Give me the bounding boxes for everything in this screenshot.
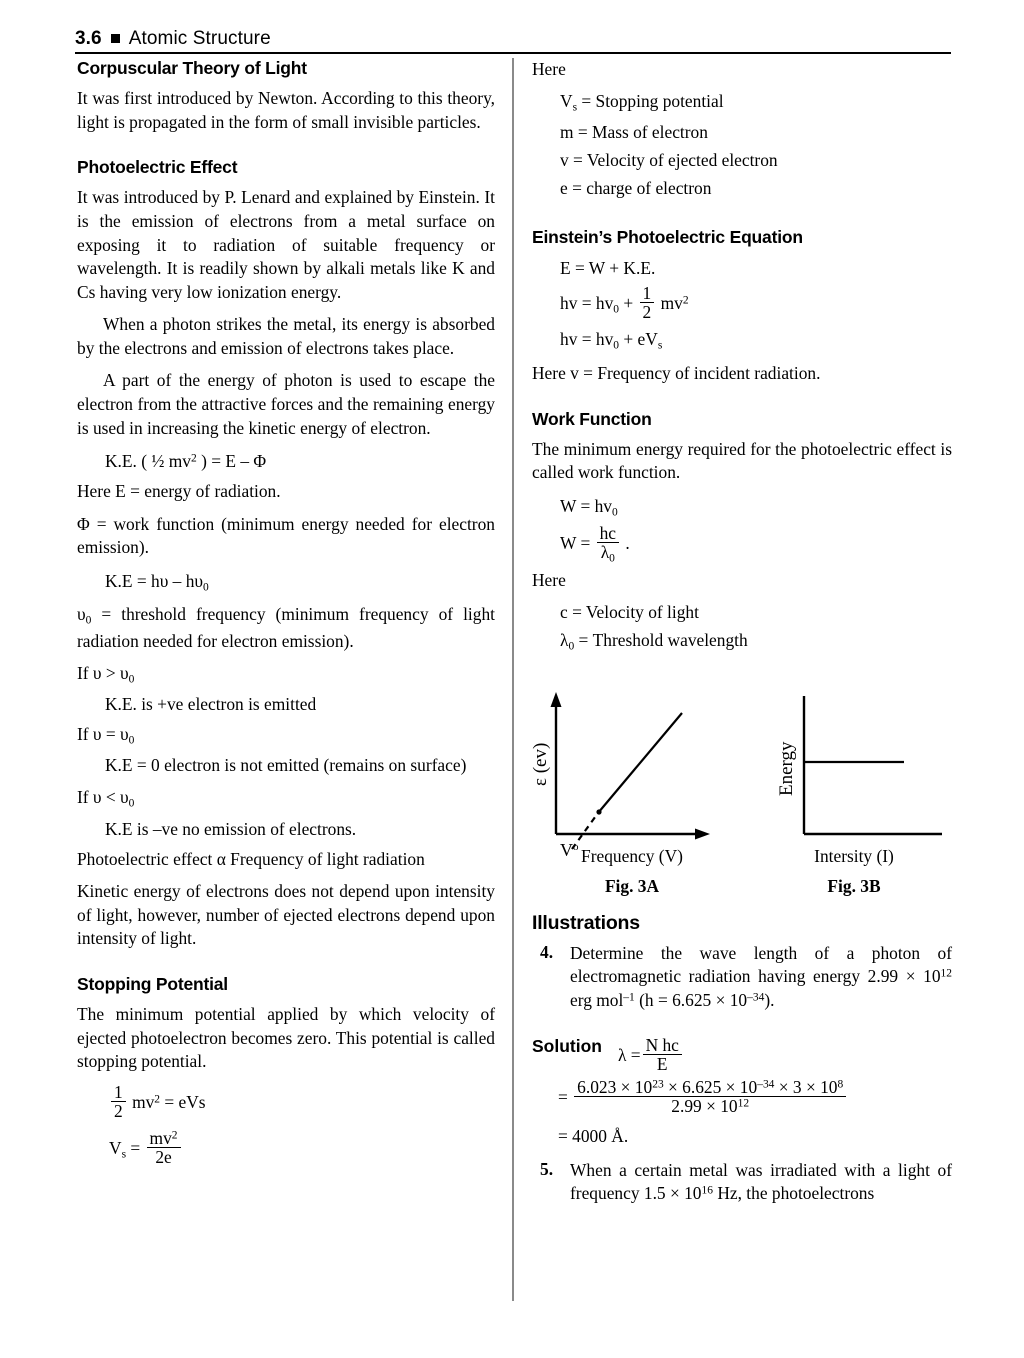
y-axis-arrowhead xyxy=(551,692,562,707)
definition-lambda0: $\lambda_0$ = Threshold wavelength xyxy=(560,629,748,653)
illustration-number: 5. xyxy=(540,1158,554,1179)
solution-formula: λ = $\frac{\text{N hc}}{E}$ xyxy=(618,1035,684,1073)
definition-e: e = charge of electron xyxy=(560,178,712,199)
paragraph-work-function-def: Φ = work function (minimum energy needed for electron emission). xyxy=(77,513,495,558)
fraction-one-half: $\frac{1}{2}$ xyxy=(111,1083,126,1120)
y-axis-label: Energy xyxy=(776,741,797,797)
paragraph-photoelectric-2: When a photon strikes the metal, its energy is absorbed by the electrons and emission of electrons takes place. xyxy=(77,314,495,358)
column-divider xyxy=(512,58,514,1301)
paragraph-here-energy: Here E = energy of radiation. xyxy=(77,481,281,502)
equation-hv-evs: hv = $hv_0 + eV_s$ xyxy=(560,329,663,353)
equation-w-hc-lambda: W = $\frac{hc}{\lambda_0}$ . xyxy=(560,523,630,566)
heading-photoelectric-effect: Photoelectric Effect xyxy=(77,157,238,178)
heading-work-function: Work Function xyxy=(532,408,652,429)
heading-stopping-potential: Stopping Potential xyxy=(77,973,228,994)
figure-3b-caption: Fig. 3B xyxy=(827,875,881,896)
heading-corpuscular-theory: Corpuscular Theory of Light xyxy=(77,58,307,78)
condition-greater: If $\upsilon > \upsilon_0$ xyxy=(77,663,135,686)
equation-hv-half-mv2: hv = $hv_0$ + $\frac{1}{2}$ $mv^2$ xyxy=(560,283,689,323)
calculation-numerator: $6.023 \times 10^{23} \times 6.625 \times 10^{-34} \times 3 \times 10^8$ xyxy=(577,1076,844,1097)
illustration-item-4 xyxy=(532,942,952,1013)
solution-label: Solution xyxy=(532,1036,602,1057)
solution-row xyxy=(532,1035,952,1073)
page-folio: 3.6 xyxy=(75,28,102,49)
label-here-2: Here xyxy=(532,570,566,591)
left-column xyxy=(77,58,495,1173)
definition-vs: $V_s$ = Stopping potential xyxy=(560,90,724,114)
paragraph-alpha-frequency: Photoelectric effect α Frequency of light radiation xyxy=(77,848,425,869)
paragraph-stopping-potential: The minimum potential applied by which velocity of ejected photoelectron becomes zero. This potential is called stopping potential. xyxy=(77,1003,495,1072)
equation-e-w-ke: E = W + K.E. xyxy=(560,258,656,279)
square-bullet-icon xyxy=(111,34,120,43)
condition-less: If $\upsilon < \upsilon_0$ xyxy=(77,787,135,810)
calculation-denominator: $2.99 \times 10^{12}$ xyxy=(574,1096,846,1115)
trend-line-origin-dot xyxy=(596,810,601,815)
figure-3b xyxy=(754,686,954,897)
equation-w-hv0: $W = hv_0$ xyxy=(560,495,618,519)
fraction-calculation xyxy=(574,1078,846,1115)
condition-equal-result: K.E = 0 electron is not emitted (remains on surface) xyxy=(105,754,467,775)
figure-3b-xlabel: Intersity (I) xyxy=(814,846,894,867)
condition-greater-result: K.E. is +ve electron is emitted xyxy=(105,694,317,715)
paragraph-here-frequency: Here v = Frequency of incident radiation. xyxy=(532,362,821,383)
fraction-hc-lambda0: $\frac{hc}{\lambda_0}$ xyxy=(597,524,619,566)
definition-m: m = Mass of electron xyxy=(560,122,708,143)
threshold-label: $V^o$ xyxy=(560,840,579,861)
figure-3b-graphic xyxy=(754,686,954,841)
illustration-number: 4. xyxy=(540,941,554,962)
x-axis-arrowhead xyxy=(695,829,710,840)
heading-illustrations: Illustrations xyxy=(532,912,640,935)
figure-3a xyxy=(532,686,732,897)
figure-3a-caption: Fig. 3A xyxy=(604,875,660,896)
equation-ke-hv: $K.E = h\upsilon - h\upsilon_0$ xyxy=(105,570,209,594)
running-head-title: Atomic Structure xyxy=(128,28,271,49)
equation-ke-phi: K.E. ( ½ $mv^2$ ) = E – Φ xyxy=(105,451,267,472)
right-column xyxy=(532,58,952,1215)
fraction-one-half-2: $\frac{1}{2}$ xyxy=(640,284,655,321)
illustration-text: Determine the wave length of a photon of electromagnetic radiation having energy $2.99 \times 10^{12}$ erg mol$^{-1}$ $(h = 6.625 \times 10^{-34})$. xyxy=(570,942,952,1010)
definition-v: v = Velocity of ejected electron xyxy=(560,150,778,171)
condition-equal: If $\upsilon = \upsilon_0$ xyxy=(77,724,135,748)
label-here-1: Here xyxy=(532,59,566,79)
paragraph-corpuscular: It was first introduced by Newton. According to this theory, light is propagated in the form of small invisible particles. xyxy=(77,88,495,132)
paragraph-photoelectric-1: It was introduced by P. Lenard and explained by Einstein. It is the emission of electrons from a metal surface on exposing it to radiation of suitable frequency or wavelength. It is readily shown by alkali metals like K and Cs having very low ionization energy. xyxy=(77,187,495,302)
figures-row xyxy=(532,686,952,898)
paragraph-photoelectric-3: A part of the energy of photon is used to escape the electron from the attractive forces and the remaining energy is used in increasing the kinetic energy of electron. xyxy=(77,370,495,438)
paragraph-kinetic-intensity: Kinetic energy of electrons does not depend upon intensity of light, however, number of ejected electrons depend upon intensity of light. xyxy=(77,881,495,949)
solution-result: = 4000 Å. xyxy=(558,1125,629,1146)
figure-3a-xlabel: Frequency (V) xyxy=(581,846,683,867)
paragraph-work-function: The minimum energy required for the photoelectric effect is called work function. xyxy=(532,438,952,483)
solution-calculation: = $\frac{6.023 \times 10^{23} \times 6.625 \times 10^{-34} \times 3 \times 10^8}{2.99 \times 10^{12}}$ xyxy=(532,1078,952,1115)
paragraph-threshold-frequency: $\upsilon_0$ = threshold frequency (minimum frequency of light radiation needed for electron emission). xyxy=(77,604,495,651)
y-axis-label: ε (ev) xyxy=(530,742,551,787)
illustration-item-5 xyxy=(532,1159,952,1206)
heading-einstein-equation: Einstein’s Photoelectric Equation xyxy=(532,227,803,248)
definition-c: c = Velocity of light xyxy=(560,601,699,622)
trend-line xyxy=(598,713,682,813)
running-head xyxy=(75,28,951,50)
header-rule xyxy=(75,52,951,54)
fraction-nhc-e: $\frac{\text{N hc}}{E}$ xyxy=(643,1036,682,1073)
equation-vs: $V_s$ = $\frac{mv^2}{2e}$ xyxy=(77,1129,495,1166)
fraction-mv2-2e: $\frac{mv^2}{2e}$ xyxy=(147,1129,181,1166)
illustration-text: When a certain metal was irradiated with a light of frequency $1.5 \times 10^{16}$ Hz, the photoelectrons xyxy=(570,1159,952,1204)
condition-less-result: K.E is –ve no emission of electrons. xyxy=(105,818,357,839)
equation-half-mv2: $\frac{1}{2}$ $mv^2$ = eVs xyxy=(77,1083,495,1120)
